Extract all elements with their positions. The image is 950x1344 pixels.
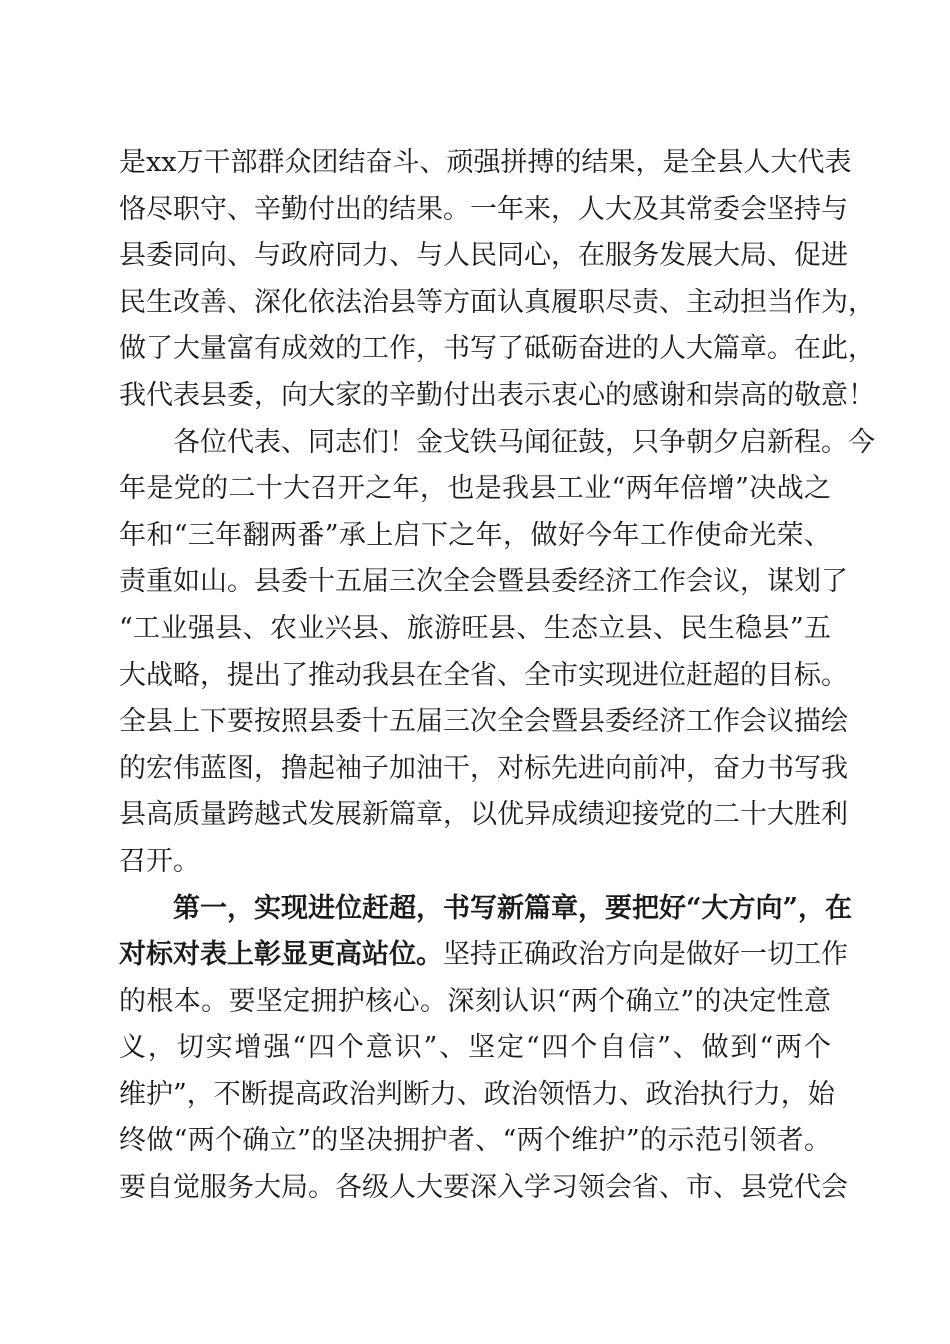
text-line: 全县上下要按照县委十五届三次全会暨县委经济工作会议描绘	[119, 706, 848, 738]
text-line: 召开。	[119, 845, 200, 877]
text-line: 义，切实增强“四个意识”、坚定“四个自信”、做到“两个	[119, 1032, 831, 1064]
text-line: 的宏伟蓝图，撸起袖子加油干，对标先进向前冲，奋力书写我	[119, 752, 848, 784]
text-line: 我代表县委，向大家的辛勤付出表示衷心的感谢和崇高的敬意！	[119, 379, 875, 411]
text-line: 是xx万干部群众团结奋斗、顽强拼搏的结果，是全县人大代表	[119, 147, 852, 178]
text-line: 年是党的二十大召开之年，也是我县工业“两年倍增”决战之	[119, 473, 831, 505]
text-line: “工业强县、农业兴县、旅游旺县、生态立县、民生稳县”五	[119, 612, 831, 644]
text-line: 年和“三年翻两番”承上启下之年，做好今年工作使命光荣、	[119, 519, 831, 551]
text-line: 要自觉服务大局。各级人大要深入学习领会省、市、县党代会	[119, 1172, 848, 1204]
text-line: 各位代表、同志们！金戈铁马闻征鼓，只争朝夕启新程。今	[119, 426, 875, 458]
paragraph-3	[119, 886, 853, 1212]
text-line: 维护”，不断提高政治判断力、政治领悟力、政治执行力，始	[119, 1078, 835, 1110]
text-line: 民生改善、深化依法治县等方面认真履职尽责、主动担当作为，	[119, 286, 875, 318]
text-line: 做了大量富有成效的工作，书写了砥砺奋进的人大篇章。在此，	[119, 333, 875, 365]
text-line: 恪尽职守、辛勤付出的结果。一年来，人大及其常委会坚持与	[119, 193, 848, 225]
paragraph-1	[119, 140, 875, 420]
text-line: 县高质量跨越式发展新篇章，以优异成绩迎接党的二十大胜利	[119, 799, 848, 831]
section-heading-line: 第一，实现进位赶超，书写新篇章，要把好“大方向”，在	[119, 892, 853, 924]
section-heading-tail: 对标对表上彰显更高站位。	[119, 939, 443, 971]
text-line: 大战略，提出了推动我县在全省、全市实现进位赶超的目标。	[119, 659, 848, 691]
document-body	[119, 140, 875, 1212]
text-line-mixed	[119, 932, 848, 979]
text-line: 的根本。要坚定拥护核心。深刻认识“两个确立”的决定性意	[119, 985, 831, 1017]
text-line: 责重如山。县委十五届三次全会暨县委经济工作会议，谋划了	[119, 566, 848, 598]
text-line: 终做“两个确立”的坚决拥护者、“两个维护”的示范引领者。	[119, 1125, 831, 1157]
text-line: 县委同向、与政府同力、与人民同心，在服务发展大局、促进	[119, 240, 848, 272]
text-segment: 坚持正确政治方向是做好一切工作	[443, 939, 848, 971]
paragraph-2	[119, 420, 875, 886]
